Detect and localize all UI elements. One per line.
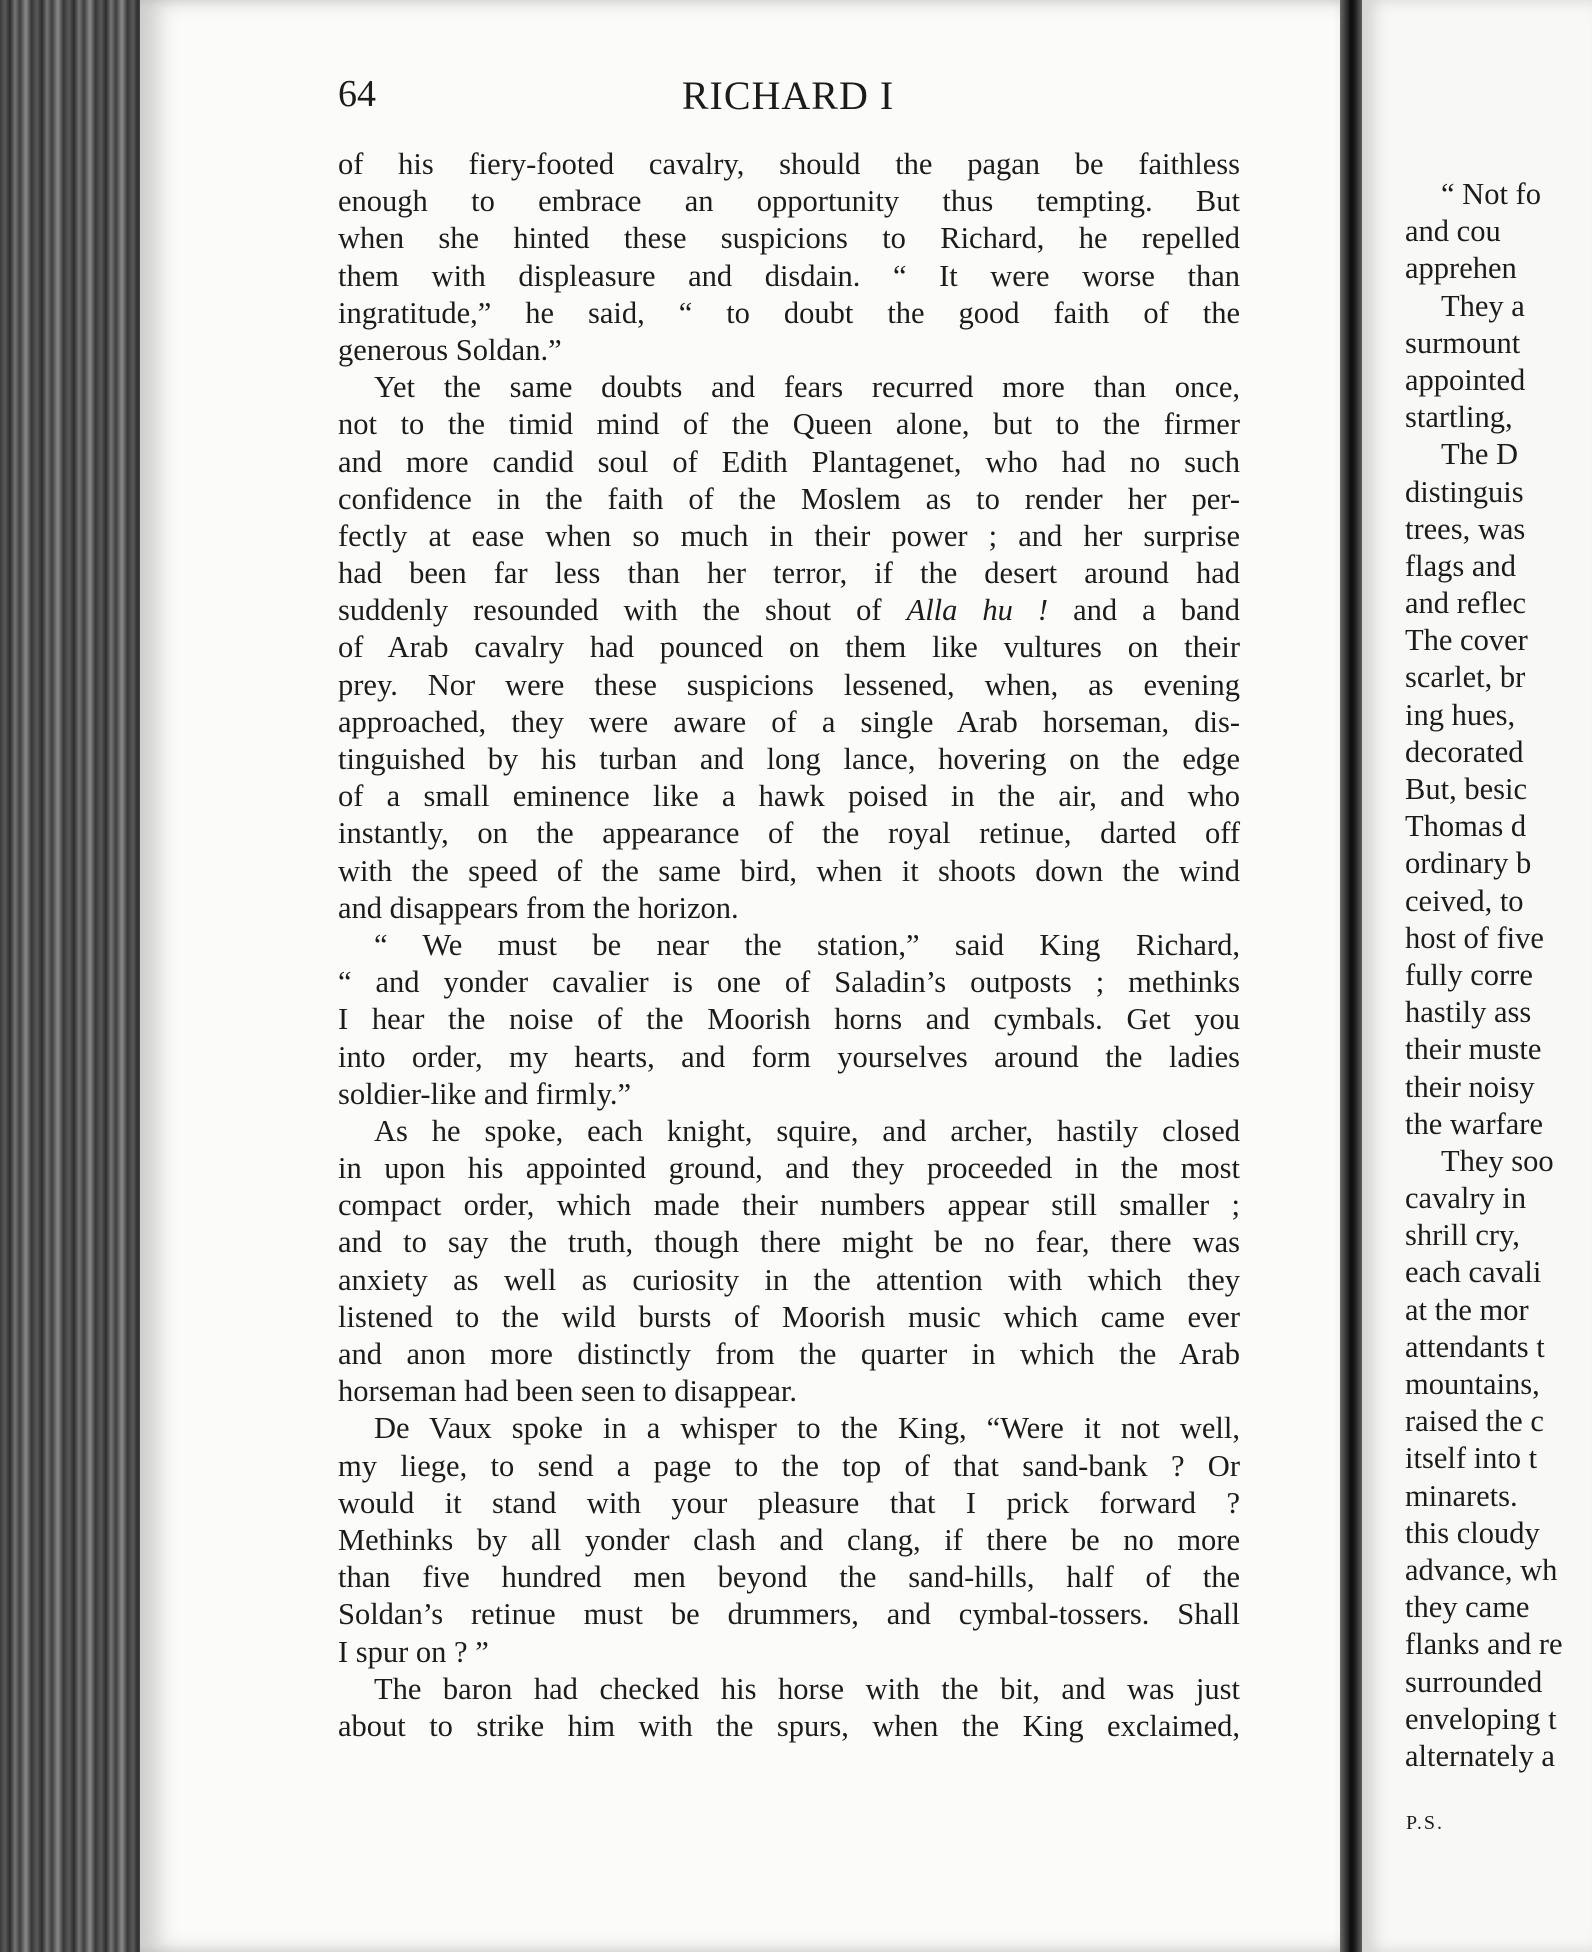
text-line: and anon more distinctly from the quarter in which the Arab bbox=[338, 1337, 1240, 1371]
text-line: their muste bbox=[1405, 1032, 1542, 1067]
text-line: shrill cry, bbox=[1405, 1218, 1520, 1253]
text-line: fully corre bbox=[1405, 957, 1533, 992]
text-line: flanks and re bbox=[1405, 1627, 1563, 1662]
page-header bbox=[338, 72, 1238, 122]
text-line: apprehen bbox=[1405, 251, 1517, 286]
text-line: They a bbox=[1441, 288, 1525, 323]
text-line: But, besic bbox=[1405, 772, 1527, 806]
text-line: had been far less than her terror, if the desert around had bbox=[338, 556, 1240, 591]
text-line: Methinks by all yonder clash and clang, if there be no more bbox=[338, 1522, 1240, 1557]
text-line: minarets. bbox=[1405, 1478, 1518, 1513]
right-page-text bbox=[1405, 176, 1592, 1775]
text-line: each cavali bbox=[1405, 1255, 1542, 1290]
text-line: enough to embrace an opportunity thus tempting. But bbox=[338, 184, 1240, 219]
text-line: surrounded bbox=[1405, 1664, 1543, 1699]
text-line: of his fiery-footed cavalry, should the pagan be faithless bbox=[338, 147, 1240, 181]
text-line: my liege, to send a page to the top of that sand-bank ? Or bbox=[338, 1448, 1240, 1483]
text-line: listened to the wild bursts of Moorish music which came ever bbox=[338, 1299, 1240, 1334]
text-line: them with displeasure and disdain. “ It were worse than bbox=[338, 258, 1240, 293]
text-line: in upon his appointed ground, and they proceeded in the most bbox=[338, 1151, 1240, 1186]
text-line: the warfare bbox=[1405, 1106, 1543, 1141]
text-line: of Arab cavalry had pounced on them like vultures on their bbox=[338, 630, 1240, 665]
text-line: advance, wh bbox=[1405, 1552, 1558, 1587]
text-line: and cou bbox=[1405, 214, 1501, 249]
text-line: De Vaux spoke in a whisper to the King, “Were it not well, bbox=[374, 1411, 1240, 1446]
text-line: Soldan’s retinue must be drummers, and cymbal-tossers. Shall bbox=[338, 1597, 1240, 1632]
text-line: would it stand with your pleasure that I prick forward ? bbox=[338, 1485, 1240, 1520]
text-line: alternately a bbox=[1405, 1738, 1555, 1773]
text-line: with the speed of the same bird, when it shoots down the wind bbox=[338, 853, 1240, 888]
text-line: As he spoke, each knight, squire, and archer, hastily closed bbox=[374, 1113, 1240, 1148]
text-line: host of five bbox=[1405, 920, 1544, 955]
text-line: when she hinted these suspicions to Richard, he repelled bbox=[338, 221, 1240, 256]
text-line: raised the c bbox=[1405, 1404, 1544, 1439]
text-line: Thomas d bbox=[1405, 809, 1527, 844]
text-line: ordinary b bbox=[1405, 846, 1532, 881]
text-line: prey. Nor were these suspicions lessened, when, as evening bbox=[338, 667, 1240, 702]
text-line: itself into t bbox=[1405, 1441, 1538, 1476]
text-line: of a small eminence like a hawk poised in the air, and who bbox=[338, 779, 1240, 814]
text-line: attendants t bbox=[1405, 1329, 1545, 1364]
text-line: The D bbox=[1441, 437, 1519, 472]
text-line: I spur on ? ” bbox=[338, 1634, 489, 1669]
text-line: anxiety as well as curiosity in the attention with which they bbox=[338, 1262, 1240, 1297]
text-line: hastily ass bbox=[1405, 995, 1532, 1030]
text-line: “ Not fo bbox=[1441, 177, 1541, 211]
running-title: RICHARD I bbox=[681, 73, 895, 118]
text-line: startling, bbox=[1405, 400, 1513, 435]
text-line: confidence in the faith of the Moslem as to render her per- bbox=[338, 481, 1240, 516]
book-gutter bbox=[1340, 0, 1364, 1952]
text-line: ingratitude,” he said, “ to doubt the good faith of the bbox=[338, 295, 1240, 330]
text-line: ing hues, bbox=[1405, 697, 1516, 732]
signature-mark: P.S. bbox=[1406, 1812, 1445, 1834]
text-line: The cover bbox=[1405, 623, 1528, 658]
text-line: ceived, to bbox=[1405, 883, 1524, 918]
text-line: into order, my hearts, and form yourselves around the ladies bbox=[338, 1039, 1240, 1074]
text-line: instantly, on the appearance of the royal retinue, darted off bbox=[338, 816, 1240, 851]
text-line: this cloudy bbox=[1405, 1515, 1540, 1550]
text-line: compact order, which made their numbers appear still smaller ; bbox=[338, 1188, 1240, 1223]
text-line: flags and bbox=[1405, 548, 1516, 583]
text-line: not to the timid mind of the Queen alone, but to the firmer bbox=[338, 407, 1240, 442]
text-line: suddenly resounded with the shout of Alla hu ! and a band bbox=[338, 593, 1240, 628]
text-line: appointed bbox=[1405, 362, 1526, 397]
text-line: at the mor bbox=[1405, 1292, 1529, 1327]
text-line: mountains, bbox=[1405, 1367, 1540, 1401]
text-line: and reflec bbox=[1405, 586, 1527, 621]
text-line: “ and yonder cavalier is one of Saladin’s outposts ; methinks bbox=[338, 965, 1240, 1000]
text-line: decorated bbox=[1405, 734, 1524, 769]
text-line: surmount bbox=[1405, 325, 1521, 360]
page-number: 64 bbox=[338, 73, 376, 115]
left-page-text bbox=[338, 146, 1240, 1745]
text-line: Yet the same doubts and fears recurred more than once, bbox=[374, 370, 1240, 405]
text-line: and more candid soul of Edith Plantagenet, who had no such bbox=[338, 444, 1240, 479]
text-line: tinguished by his turban and long lance, hovering on the edge bbox=[338, 742, 1240, 776]
text-line: generous Soldan.” bbox=[338, 332, 562, 367]
text-line: enveloping t bbox=[1405, 1701, 1557, 1736]
text-line: their noisy bbox=[1405, 1069, 1535, 1104]
text-line: They soo bbox=[1441, 1143, 1554, 1178]
text-line: and to say the truth, though there might be no fear, there was bbox=[338, 1225, 1240, 1260]
text-line: trees, was bbox=[1405, 511, 1526, 546]
text-line: they came bbox=[1405, 1590, 1530, 1625]
text-line: than five hundred men beyond the sand-hills, half of the bbox=[338, 1560, 1240, 1595]
text-line: about to strike him with the spurs, when the King exclaimed, bbox=[338, 1708, 1240, 1743]
text-line: I hear the noise of the Moorish horns and cymbals. Get you bbox=[338, 1002, 1240, 1037]
text-line: horseman had been seen to disappear. bbox=[338, 1374, 798, 1409]
text-line: distinguis bbox=[1405, 474, 1524, 509]
text-line: cavalry in bbox=[1405, 1181, 1527, 1216]
text-line: and disappears from the horizon. bbox=[338, 890, 739, 925]
text-line: “ We must be near the station,” said King Richard, bbox=[374, 927, 1240, 962]
text-line: approached, they were aware of a single Arab horseman, dis- bbox=[338, 704, 1240, 739]
text-line: The baron had checked his horse with the bit, and was just bbox=[374, 1671, 1240, 1706]
text-line: soldier-like and firmly.” bbox=[338, 1076, 631, 1111]
book-page-edges bbox=[0, 0, 150, 1952]
text-line: fectly at ease when so much in their power ; and her surprise bbox=[338, 518, 1240, 553]
text-line: scarlet, br bbox=[1405, 660, 1526, 695]
